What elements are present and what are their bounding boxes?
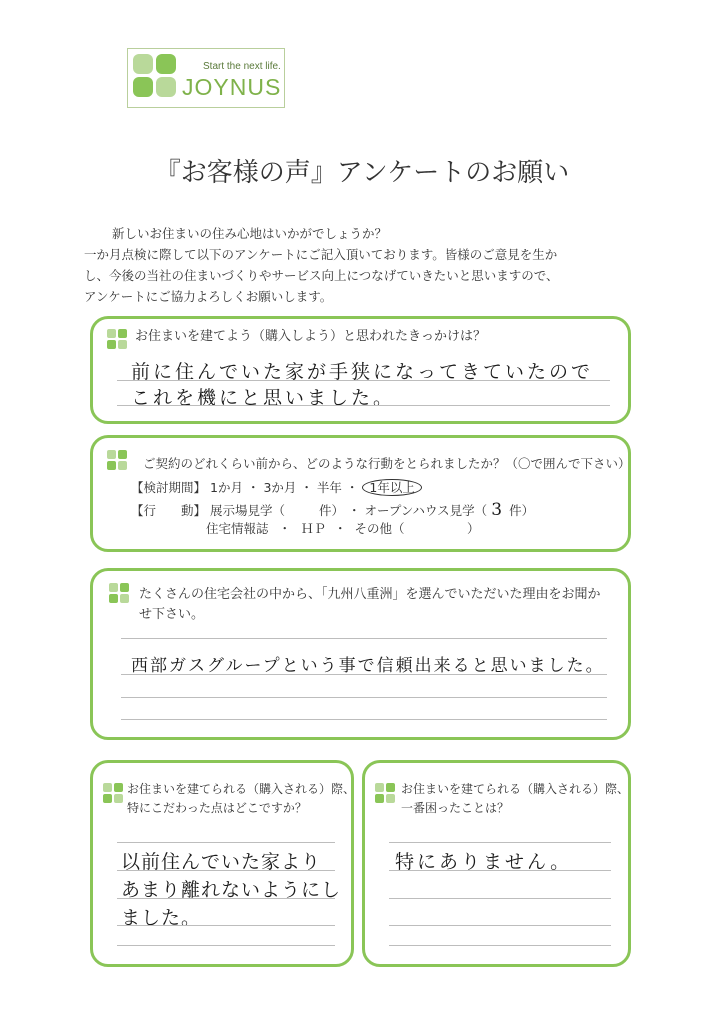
period-option[interactable]: 半年 [316, 480, 342, 495]
handwritten-answer: 特にありません。 [395, 851, 573, 873]
answer-line [389, 945, 611, 946]
answer-line [389, 870, 611, 871]
answer-line [121, 719, 607, 720]
question-text: 一番困ったことは？ [401, 801, 510, 815]
answer-line [117, 898, 335, 899]
question-panel-1 [90, 316, 631, 424]
handwritten-answer: 前に住んでいた家が手狭になってきていたので [131, 361, 594, 383]
action-option[interactable]: 住宅情報誌 [206, 521, 269, 536]
clover-icon [107, 450, 127, 470]
intro-line: 新しいお住まいの住み心地はいかがでしょうか？ [112, 226, 388, 241]
handwritten-answer: これを機にと思いました。 [131, 387, 396, 409]
answer-line [121, 638, 607, 639]
answer-line [117, 842, 335, 843]
handwritten-answer: あまり離れないようにし [121, 879, 342, 901]
handwritten-answer: ました。 [121, 907, 202, 929]
question-text: 特にこだわった点はどこですか？ [127, 801, 307, 815]
intro-line: 一か月点検に際して以下のアンケートにご記入頂いております。皆様のご意見を生か [84, 247, 558, 262]
question-text: お住まいを建てられる（購入される）際、 [127, 782, 356, 796]
answer-line [121, 674, 607, 675]
answer-line [389, 898, 611, 899]
answer-line [117, 925, 335, 926]
answer-line [121, 697, 607, 698]
question-panel-2 [90, 435, 631, 552]
company-logo [127, 48, 285, 108]
question-text: せ下さい。 [139, 607, 205, 622]
clover-icon [375, 783, 395, 803]
action-option[interactable]: ＨＰ [301, 521, 327, 536]
intro-text [84, 223, 658, 307]
answer-line [389, 925, 611, 926]
question-panel-5 [362, 760, 631, 967]
action-option[interactable]: オープンハウス見学（ [364, 503, 488, 518]
period-option[interactable]: 1か月 [210, 480, 243, 495]
answer-line [117, 405, 610, 406]
period-option-selected[interactable]: 1年以上 [362, 479, 421, 496]
clover-icon [103, 783, 123, 803]
action-option[interactable]: その他（ ） [354, 521, 480, 536]
action-row-2: 住宅情報誌 ・ ＨＰ ・ その他（ ） [206, 521, 480, 536]
action-label: 【行 動】 [131, 503, 207, 518]
answer-line [117, 870, 335, 871]
tagline: Start the next life. [203, 61, 281, 72]
question-text: ご契約のどれくらい前から、どのような行動をとられましたか？（〇で囲んで下さい） [143, 456, 631, 471]
clover-icon [109, 583, 129, 603]
brand-name: JOYNUS [182, 74, 282, 100]
handwritten-count[interactable]: 3 [491, 500, 506, 520]
handwritten-answer: 西部ガスグループという事で信頼出来ると思いました。 [131, 656, 605, 676]
period-row: 【検討期間】 1か月 ・ 3か月 ・ 半年 ・ 1年以上 [131, 478, 422, 496]
handwritten-answer: 以前住んでいた家より [121, 851, 322, 873]
period-label: 【検討期間】 [131, 480, 207, 495]
clover-icon [132, 53, 178, 101]
action-row-1: 【行 動】 展示場見学（ 件） ・ オープンハウス見学（ 3 件） [131, 500, 535, 520]
clover-icon [107, 329, 127, 349]
intro-line: し、今後の当社の住まいづくりやサービス向上につなげていきたいと思いますので、 [84, 268, 559, 283]
page-title: 『お客様の声』アンケートのお願い [154, 158, 570, 188]
answer-line [389, 842, 611, 843]
period-option[interactable]: 3か月 [263, 480, 297, 495]
question-text: お住まいを建てられる（購入される）際、 [401, 782, 630, 796]
question-panel-3 [90, 568, 631, 740]
question-text: たくさんの住宅会社の中から、「九州八重洲」を選んでいただいた理由をお聞か [139, 587, 601, 602]
action-option[interactable]: 展示場見学（ [210, 503, 286, 518]
answer-line [117, 380, 610, 381]
question-text: お住まいを建てよう（購入しよう）と思われたきっかけは？ [135, 329, 487, 344]
intro-line: アンケートにご協力よろしくお願いします。 [84, 289, 333, 304]
answer-line [117, 945, 335, 946]
question-panel-4 [90, 760, 354, 967]
